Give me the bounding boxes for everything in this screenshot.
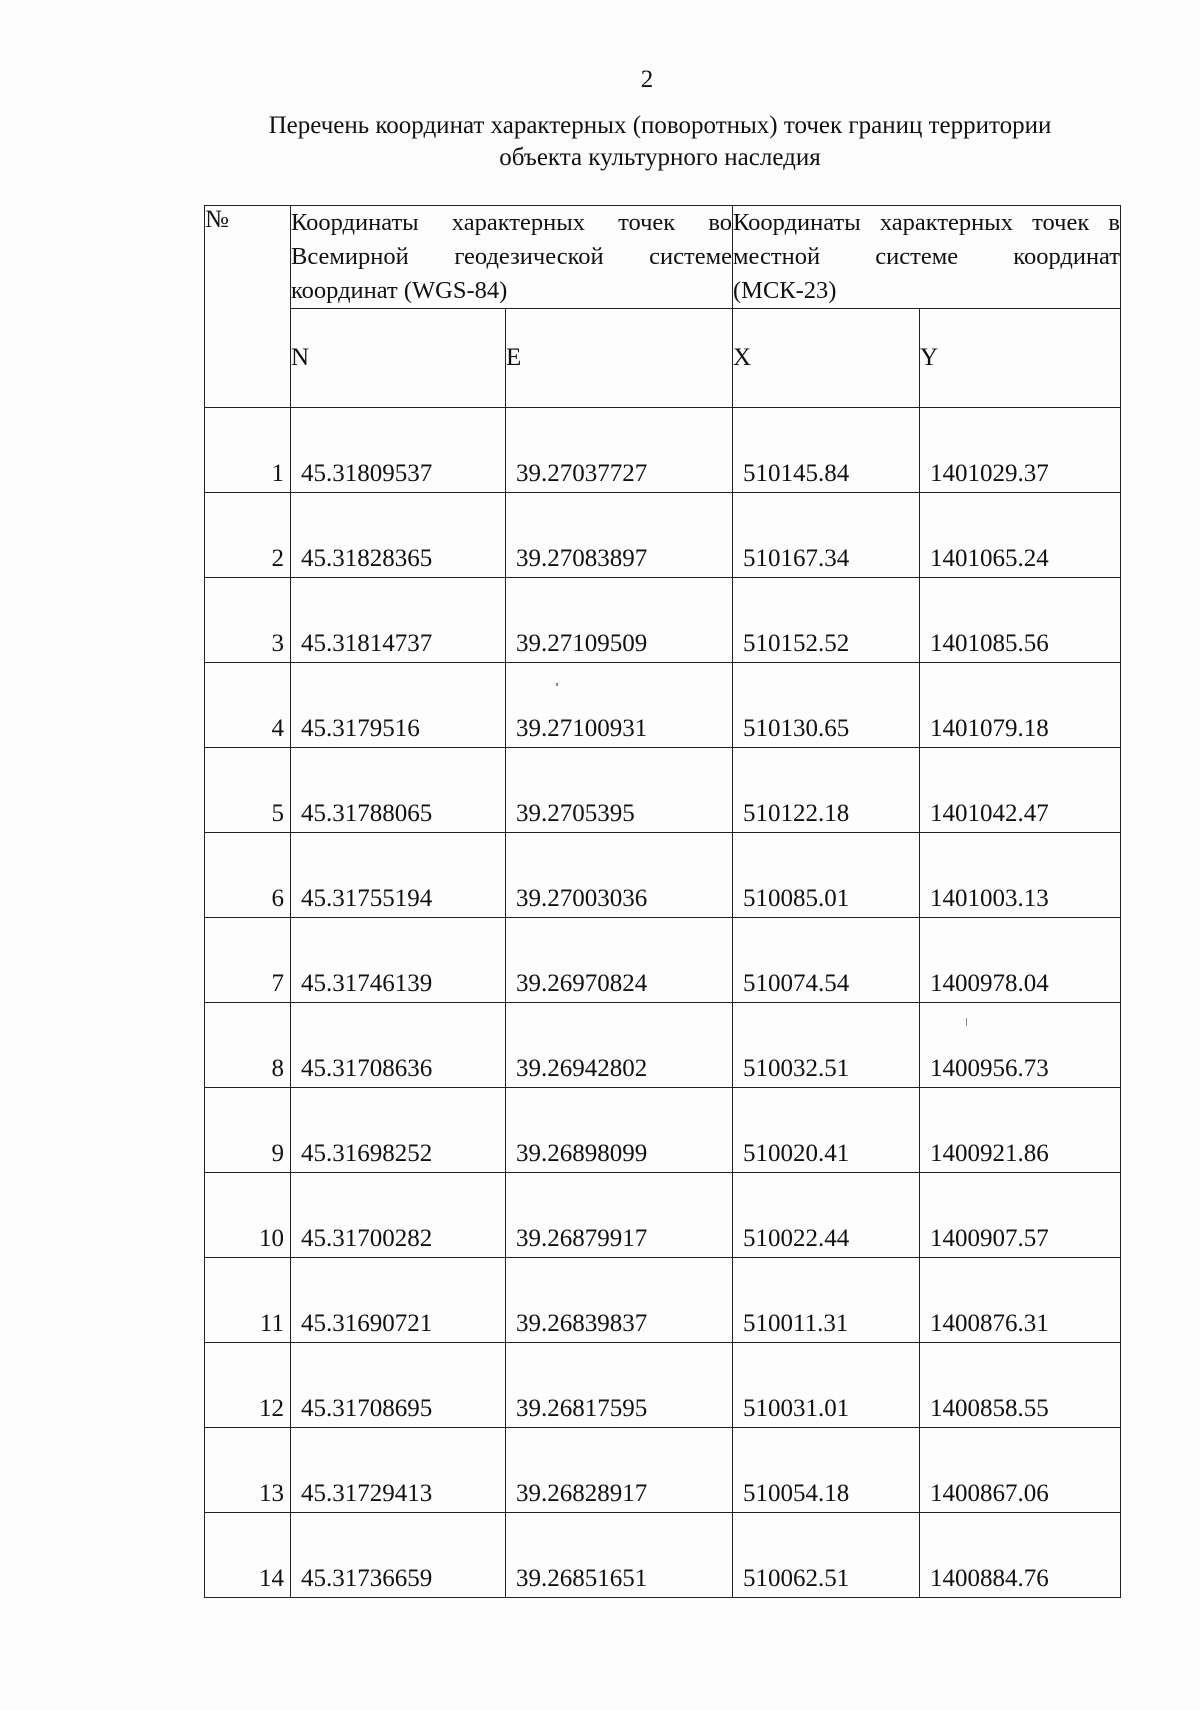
cell-n: 45.31809537	[291, 408, 506, 493]
cell-e: 39.26817595	[506, 1343, 733, 1428]
cell-y: 1400858.55	[920, 1343, 1121, 1428]
cell-e: 39.26942802	[506, 1003, 733, 1088]
table-row	[205, 1513, 1121, 1598]
cell-point-number: 7	[205, 918, 291, 1003]
cell-y: 1400867.06	[920, 1428, 1121, 1513]
cell-point-number: 1	[205, 408, 291, 493]
cell-x: 510152.52	[733, 578, 920, 663]
header-e: E	[506, 309, 733, 408]
cell-e: 39.26898099	[506, 1088, 733, 1173]
cell-e: 39.27109509	[506, 578, 733, 663]
cell-point-number: 12	[205, 1343, 291, 1428]
cell-x: 510145.84	[733, 408, 920, 493]
table-row	[205, 1343, 1121, 1428]
cell-x: 510020.41	[733, 1088, 920, 1173]
cell-point-number: 2	[205, 493, 291, 578]
cell-e: 39.26970824	[506, 918, 733, 1003]
cell-x: 510130.65	[733, 663, 920, 748]
cell-x: 510074.54	[733, 918, 920, 1003]
cell-n: 45.31736659	[291, 1513, 506, 1598]
table-row	[205, 1258, 1121, 1343]
cell-x: 510031.01	[733, 1343, 920, 1428]
cell-point-number: 5	[205, 748, 291, 833]
cell-x: 510054.18	[733, 1428, 920, 1513]
cell-y: 1400921.86	[920, 1088, 1121, 1173]
header-wgs84-coordinates: Координаты характерных точек во Всемирной геодезической системе координат (WGS-84)	[291, 206, 733, 309]
cell-y: 1401085.56	[920, 578, 1121, 663]
cell-e: 39.26851651	[506, 1513, 733, 1598]
table-row	[205, 408, 1121, 493]
cell-point-number: 6	[205, 833, 291, 918]
cell-point-number: 13	[205, 1428, 291, 1513]
scan-speck	[556, 683, 558, 686]
cell-x: 510011.31	[733, 1258, 920, 1343]
document-title	[190, 110, 1130, 174]
cell-y: 1400956.73	[920, 1003, 1121, 1088]
cell-point-number: 11	[205, 1258, 291, 1343]
cell-x: 510022.44	[733, 1173, 920, 1258]
cell-y: 1401079.18	[920, 663, 1121, 748]
cell-x: 510032.51	[733, 1003, 920, 1088]
cell-y: 1401065.24	[920, 493, 1121, 578]
cell-y: 1400876.31	[920, 1258, 1121, 1343]
cell-point-number: 14	[205, 1513, 291, 1598]
cell-x: 510167.34	[733, 493, 920, 578]
table-row	[205, 578, 1121, 663]
cell-y: 1401029.37	[920, 408, 1121, 493]
cell-n: 45.31698252	[291, 1088, 506, 1173]
cell-point-number: 3	[205, 578, 291, 663]
cell-e: 39.27083897	[506, 493, 733, 578]
header-row-main	[205, 206, 1121, 309]
header-point-number: №	[205, 206, 291, 408]
table-row	[205, 493, 1121, 578]
table-row	[205, 918, 1121, 1003]
document-title-line-2: объекта культурного наследия	[499, 144, 821, 171]
cell-n: 45.31828365	[291, 493, 506, 578]
cell-point-number: 8	[205, 1003, 291, 1088]
header-msk23-coordinates: Координаты характерных точек в местной системе координат (МСК-23)	[733, 206, 1121, 309]
cell-n: 45.3179516	[291, 663, 506, 748]
table-row	[205, 748, 1121, 833]
cell-n: 45.31788065	[291, 748, 506, 833]
page-number: 2	[640, 66, 654, 93]
cell-y: 1401003.13	[920, 833, 1121, 918]
cell-e: 39.27100931	[506, 663, 733, 748]
table-row	[205, 833, 1121, 918]
header-n: N	[291, 309, 506, 408]
cell-e: 39.26839837	[506, 1258, 733, 1343]
cell-n: 45.31700282	[291, 1173, 506, 1258]
document-title-line-1: Перечень координат характерных (поворотных) точек границ территории	[268, 112, 1052, 139]
cell-point-number: 9	[205, 1088, 291, 1173]
cell-e: 39.27003036	[506, 833, 733, 918]
scan-speck	[966, 1018, 967, 1026]
cell-e: 39.27037727	[506, 408, 733, 493]
cell-n: 45.31708636	[291, 1003, 506, 1088]
table-row	[205, 1173, 1121, 1258]
coordinates-table	[204, 205, 1121, 1598]
cell-point-number: 4	[205, 663, 291, 748]
table-row	[205, 1003, 1121, 1088]
cell-n: 45.31690721	[291, 1258, 506, 1343]
table-row	[205, 1428, 1121, 1513]
cell-e: 39.2705395	[506, 748, 733, 833]
cell-y: 1400884.76	[920, 1513, 1121, 1598]
cell-n: 45.31755194	[291, 833, 506, 918]
cell-x: 510085.01	[733, 833, 920, 918]
table-body	[205, 408, 1121, 1598]
cell-point-number: 10	[205, 1173, 291, 1258]
cell-e: 39.26828917	[506, 1428, 733, 1513]
cell-x: 510122.18	[733, 748, 920, 833]
cell-e: 39.26879917	[506, 1173, 733, 1258]
table-row	[205, 663, 1121, 748]
cell-n: 45.31708695	[291, 1343, 506, 1428]
cell-n: 45.31746139	[291, 918, 506, 1003]
cell-y: 1400907.57	[920, 1173, 1121, 1258]
table-row	[205, 1088, 1121, 1173]
header-y: Y	[920, 309, 1121, 408]
header-x: X	[733, 309, 920, 408]
cell-x: 510062.51	[733, 1513, 920, 1598]
cell-y: 1400978.04	[920, 918, 1121, 1003]
cell-y: 1401042.47	[920, 748, 1121, 833]
header-row-sub	[205, 309, 1121, 408]
cell-n: 45.31729413	[291, 1428, 506, 1513]
cell-n: 45.31814737	[291, 578, 506, 663]
